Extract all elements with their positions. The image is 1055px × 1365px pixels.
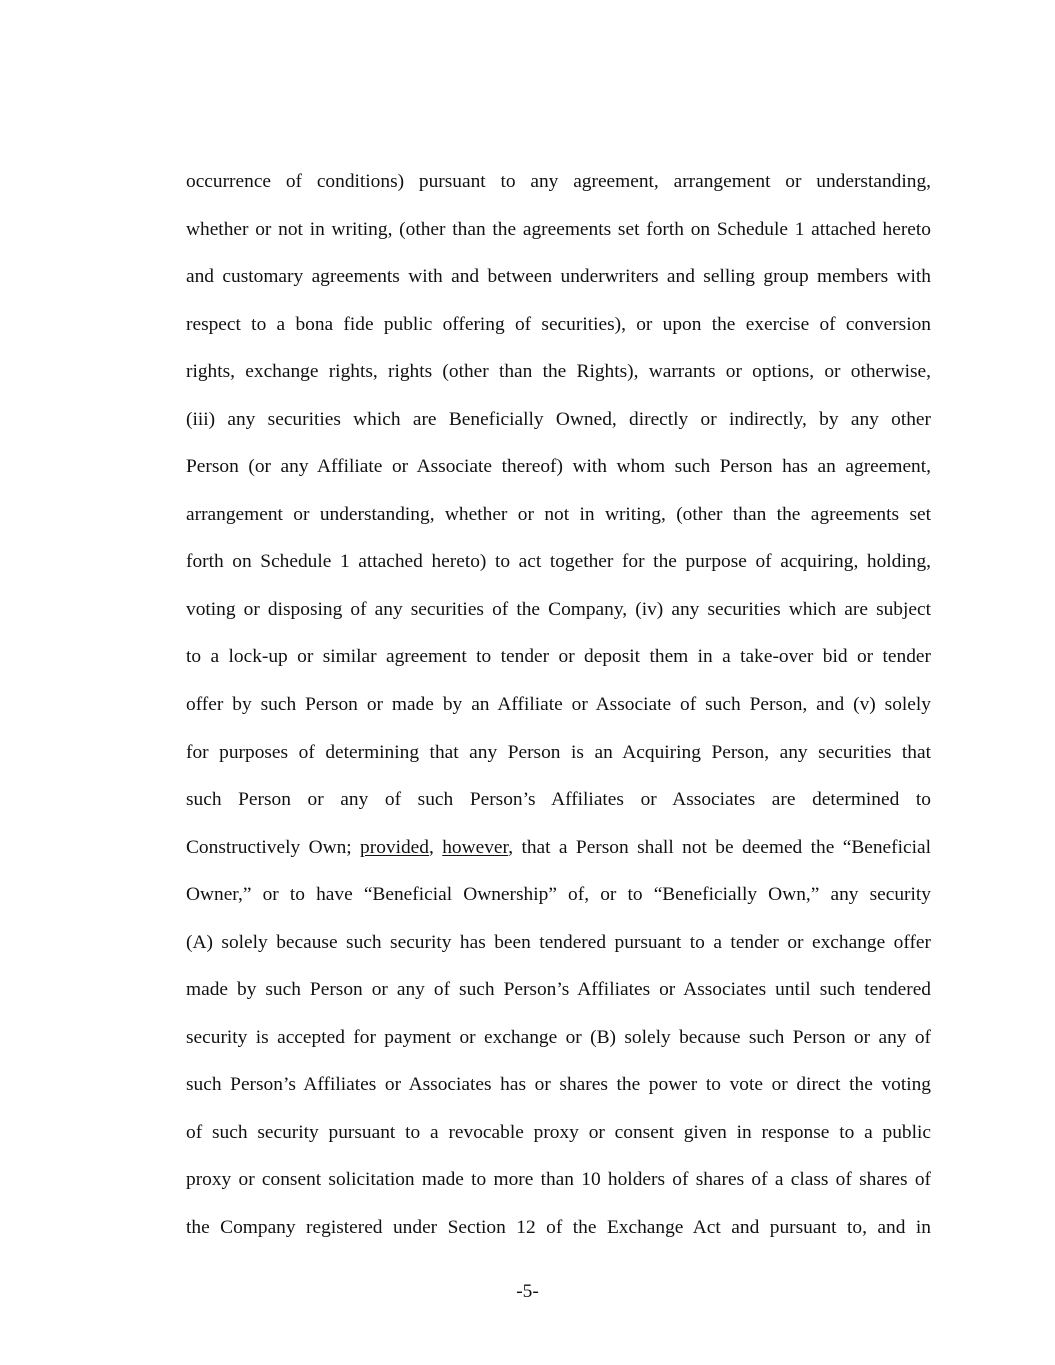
text-line: and customary agreements with and between underwriters and selling group members with xyxy=(186,266,931,288)
text-line: respect to a bona fide public offering of securities), or upon the exercise of conversion xyxy=(186,313,931,335)
text-line: such Person or any of such Person’s Affiliates or Associates are determined to xyxy=(186,789,931,811)
line-segment: , xyxy=(428,836,443,858)
text-line: of such security pursuant to a revocable proxy or consent given in response to a public xyxy=(186,1121,931,1143)
underlined-term-however: however xyxy=(442,836,509,858)
text-line: (iii) any securities which are Beneficially Owned, directly or indirectly, by any other xyxy=(186,408,931,430)
text-line: voting or disposing of any securities of the Company, (iv) any securities which are subject xyxy=(186,598,931,620)
text-line: Person (or any Affiliate or Associate thereof) with whom such Person has an agreement, xyxy=(186,456,931,478)
text-line: offer by such Person or made by an Affiliate or Associate of such Person, and (v) solely xyxy=(186,694,931,716)
text-line: security is accepted for payment or exchange or (B) solely because such Person or any of xyxy=(186,1026,931,1048)
text-line: such Person’s Affiliates or Associates has or shares the power to vote or direct the voting xyxy=(186,1074,931,1096)
text-line: occurrence of conditions) pursuant to any agreement, arrangement or understanding, xyxy=(186,171,931,192)
text-line-provided-however xyxy=(186,824,931,872)
text-line: Owner,” or to have “Beneficial Ownership” of, or to “Beneficially Own,” any security xyxy=(186,884,931,906)
line-segment: , that a Person shall not be deemed the “Beneficial xyxy=(508,836,931,858)
text-line: for purposes of determining that any Person is an Acquiring Person, any securities that xyxy=(186,741,931,763)
text-line: arrangement or understanding, whether or not in writing, (other than the agreements set xyxy=(186,503,931,525)
underlined-term-provided: provided xyxy=(360,836,429,858)
line-segment: Constructively Own; xyxy=(186,836,361,858)
text-line: made by such Person or any of such Person’s Affiliates or Associates until such tendered xyxy=(186,979,931,1001)
text-line: (A) solely because such security has been tendered pursuant to a tender or exchange offer xyxy=(186,931,931,953)
body-paragraph xyxy=(186,158,931,1252)
text-line: rights, exchange rights, rights (other than the Rights), warrants or options, or otherwise, xyxy=(186,361,931,383)
text-line: forth on Schedule 1 attached hereto) to act together for the purpose of acquiring, holding, xyxy=(186,551,931,573)
text-line: to a lock-up or similar agreement to tender or deposit them in a take-over bid or tender xyxy=(186,646,931,668)
text-line: proxy or consent solicitation made to more than 10 holders of shares of a class of shares of xyxy=(186,1169,931,1191)
text-line: the Company registered under Section 12 of the Exchange Act and pursuant to, and in xyxy=(186,1217,931,1239)
page-number: -5- xyxy=(516,1281,539,1302)
text-line: whether or not in writing, (other than the agreements set forth on Schedule 1 attached hereto xyxy=(186,218,931,240)
